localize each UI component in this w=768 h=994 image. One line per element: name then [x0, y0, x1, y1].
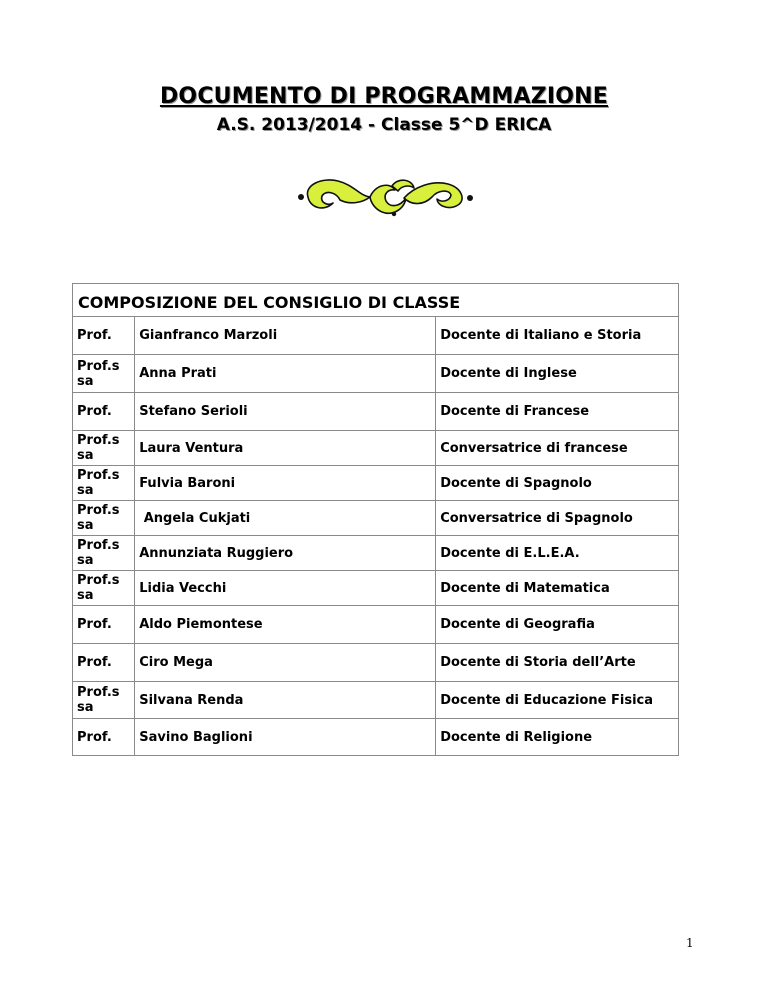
teacher-name: Lidia Vecchi [135, 571, 436, 606]
teacher-name: Annunziata Ruggiero [135, 536, 436, 571]
table-row [73, 393, 679, 431]
table-row [73, 466, 679, 501]
teacher-title: Prof. [73, 606, 135, 644]
teacher-title: Prof.s sa [73, 571, 135, 606]
table-row [73, 682, 679, 719]
teacher-name: Gianfranco Marzoli [135, 317, 436, 355]
teacher-title: Prof.s sa [73, 355, 135, 393]
teacher-name: Ciro Mega [135, 644, 436, 682]
teacher-role: Conversatrice di francese [436, 431, 679, 466]
teacher-role: Docente di Inglese [436, 355, 679, 393]
teacher-role: Docente di Spagnolo [436, 466, 679, 501]
table-row [73, 431, 679, 466]
page-number: 1 [686, 936, 694, 950]
teacher-title: Prof. [73, 644, 135, 682]
teacher-name: Stefano Serioli [135, 393, 436, 431]
teacher-title: Prof. [73, 317, 135, 355]
table-row [73, 719, 679, 756]
teacher-title: Prof.s sa [73, 431, 135, 466]
document-title: DOCUMENTO DI PROGRAMMAZIONE [159, 84, 609, 109]
teacher-role: Docente di Geografia [436, 606, 679, 644]
teacher-role: Docente di Religione [436, 719, 679, 756]
teacher-name: Fulvia Baroni [135, 466, 436, 501]
teacher-name: Laura Ventura [135, 431, 436, 466]
teacher-title: Prof.s sa [73, 501, 135, 536]
teacher-role: Docente di Italiano e Storia [436, 317, 679, 355]
teacher-name: Silvana Renda [135, 682, 436, 719]
table-row [73, 317, 679, 355]
teacher-role: Docente di E.L.E.A. [436, 536, 679, 571]
table-heading-row [73, 284, 679, 317]
teacher-title: Prof. [73, 393, 135, 431]
teacher-name: Aldo Piemontese [135, 606, 436, 644]
teacher-name: Angela Cukjati [135, 501, 436, 536]
teacher-role: Docente di Matematica [436, 571, 679, 606]
council-table [72, 283, 679, 756]
table-row [73, 644, 679, 682]
teacher-title: Prof.s sa [73, 682, 135, 719]
table-row [73, 355, 679, 393]
teacher-role: Docente di Educazione Fisica [436, 682, 679, 719]
flourish-divider-icon [296, 172, 476, 218]
teacher-role: Docente di Storia dell’Arte [436, 644, 679, 682]
teacher-title: Prof.s sa [73, 536, 135, 571]
teacher-title: Prof. [73, 719, 135, 756]
table-row [73, 536, 679, 571]
table-row [73, 501, 679, 536]
teacher-name: Savino Baglioni [135, 719, 436, 756]
table-heading: COMPOSIZIONE DEL CONSIGLIO DI CLASSE [73, 284, 679, 317]
document-subtitle: A.S. 2013/2014 - Classe 5^D ERICA [216, 115, 552, 135]
table-row [73, 571, 679, 606]
table-row [73, 606, 679, 644]
teacher-title: Prof.s sa [73, 466, 135, 501]
teacher-role: Conversatrice di Spagnolo [436, 501, 679, 536]
teacher-role: Docente di Francese [436, 393, 679, 431]
teacher-name: Anna Prati [135, 355, 436, 393]
